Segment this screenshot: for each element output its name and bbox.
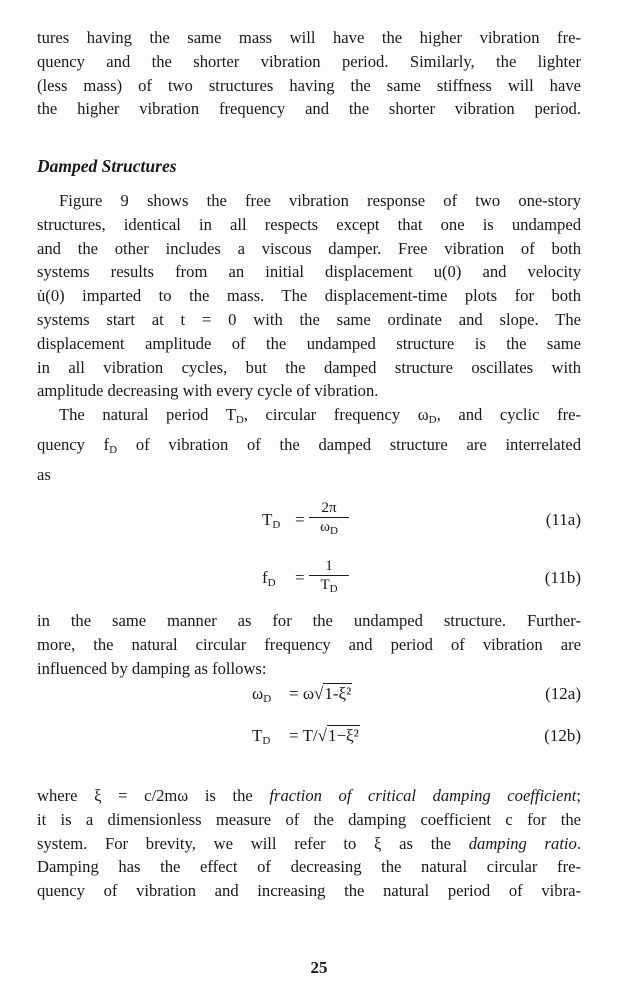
paragraph-1: [37, 26, 581, 121]
section-heading: Damped Structures: [37, 156, 177, 176]
text-line: the higher vibration frequency and the shorter vibration period.: [37, 99, 581, 119]
eq-lhs: $\omega_D$: [252, 684, 272, 705]
text-line: systems results from an initial displacement u(0) and velocity: [37, 262, 581, 282]
equation-number: (11b): [544, 568, 581, 587]
paragraph-5: [37, 784, 581, 903]
text-line: structures, identical in all respects except that one is undamped: [37, 214, 581, 234]
eq-lhs: $f_D$: [262, 568, 276, 589]
eq-rhs: = T/√1−ξ²: [289, 726, 359, 745]
text-line: and the other includes a viscous damper. Free vibration of both: [37, 238, 581, 258]
text-line: more, the natural circular frequency and period of vibration are: [37, 634, 581, 654]
text-line: systems start at t = 0 with the same ordinate and slope. The: [37, 309, 581, 329]
paragraph-4: [37, 609, 581, 680]
text-line: The natural period $T_D$, circular frequency $\omega_D$, and cyclic fre-: [59, 405, 582, 426]
emphasis-term: fraction of critical damping coefficient: [269, 786, 577, 805]
numerator: 1: [325, 558, 333, 574]
radicand: 1−ξ²: [327, 726, 359, 745]
text-line: in all vibration cycles, but the damped structure oscillates with: [37, 357, 581, 377]
text-line: as: [37, 464, 51, 484]
text-line: in the same manner as for the undamped structure. Further-: [37, 611, 581, 630]
text-line: Damping has the effect of decreasing the natural circular fre-: [37, 857, 581, 877]
paragraph-3: [37, 403, 581, 486]
paragraph-2: [37, 189, 581, 403]
page-number: 25: [310, 958, 328, 977]
text-line: it is a dimensionless measure of the damping coefficient c for the: [37, 809, 581, 829]
text-line: tures having the same mass will have the higher vibration fre-: [37, 28, 581, 47]
denominator: $T_D$: [320, 577, 338, 595]
text-line: displacement amplitude of the undamped structure is the same: [37, 333, 581, 353]
text-line: quency and the shorter vibration period. Similarly, the lighter: [37, 51, 581, 71]
equation-12b: [37, 716, 581, 760]
text-line: amplitude decreasing with every cycle of vibration.: [37, 381, 379, 401]
text-line: quency $f_D$ of vibration of the damped structure are interrelated: [37, 434, 581, 456]
eq-rhs: = ω√1-ξ²: [289, 684, 352, 703]
equation-number: (12b): [544, 726, 581, 745]
equation-11b: [37, 558, 581, 602]
eq-equals: =: [295, 568, 305, 587]
equation-number: (12a): [545, 684, 581, 703]
equation-12a: [37, 674, 581, 718]
eq-lhs: $T_D$: [262, 510, 281, 531]
text-line: influenced by damping as follows:: [37, 658, 267, 678]
numerator: 2π: [321, 500, 337, 516]
text-line: Figure 9 shows the free vibration response of two one-story: [59, 191, 581, 210]
denominator: $\omega_D$: [320, 519, 338, 537]
radicand: 1-ξ²: [324, 684, 352, 703]
eq-lhs: $T_D$: [252, 726, 271, 747]
text-line: u̇(0) imparted to the mass. The displacement-time plots for both: [37, 286, 581, 306]
text-line: quency of vibration and increasing the natural period of vibra-: [37, 881, 581, 901]
equation-11a: [37, 500, 581, 544]
text-line: where ξ = c/2mω is the fraction of critical damping coefficient;: [37, 786, 582, 805]
text-line: (less mass) of two structures having the same stiffness will have: [37, 75, 581, 95]
fraction: [309, 500, 349, 541]
emphasis-term: damping ratio: [468, 833, 577, 853]
text-line: system. For brevity, we will refer to ξ as the damping ratio.: [37, 833, 581, 853]
equation-number: (11a): [545, 510, 581, 529]
fraction: [309, 558, 349, 599]
eq-equals: =: [295, 510, 305, 529]
